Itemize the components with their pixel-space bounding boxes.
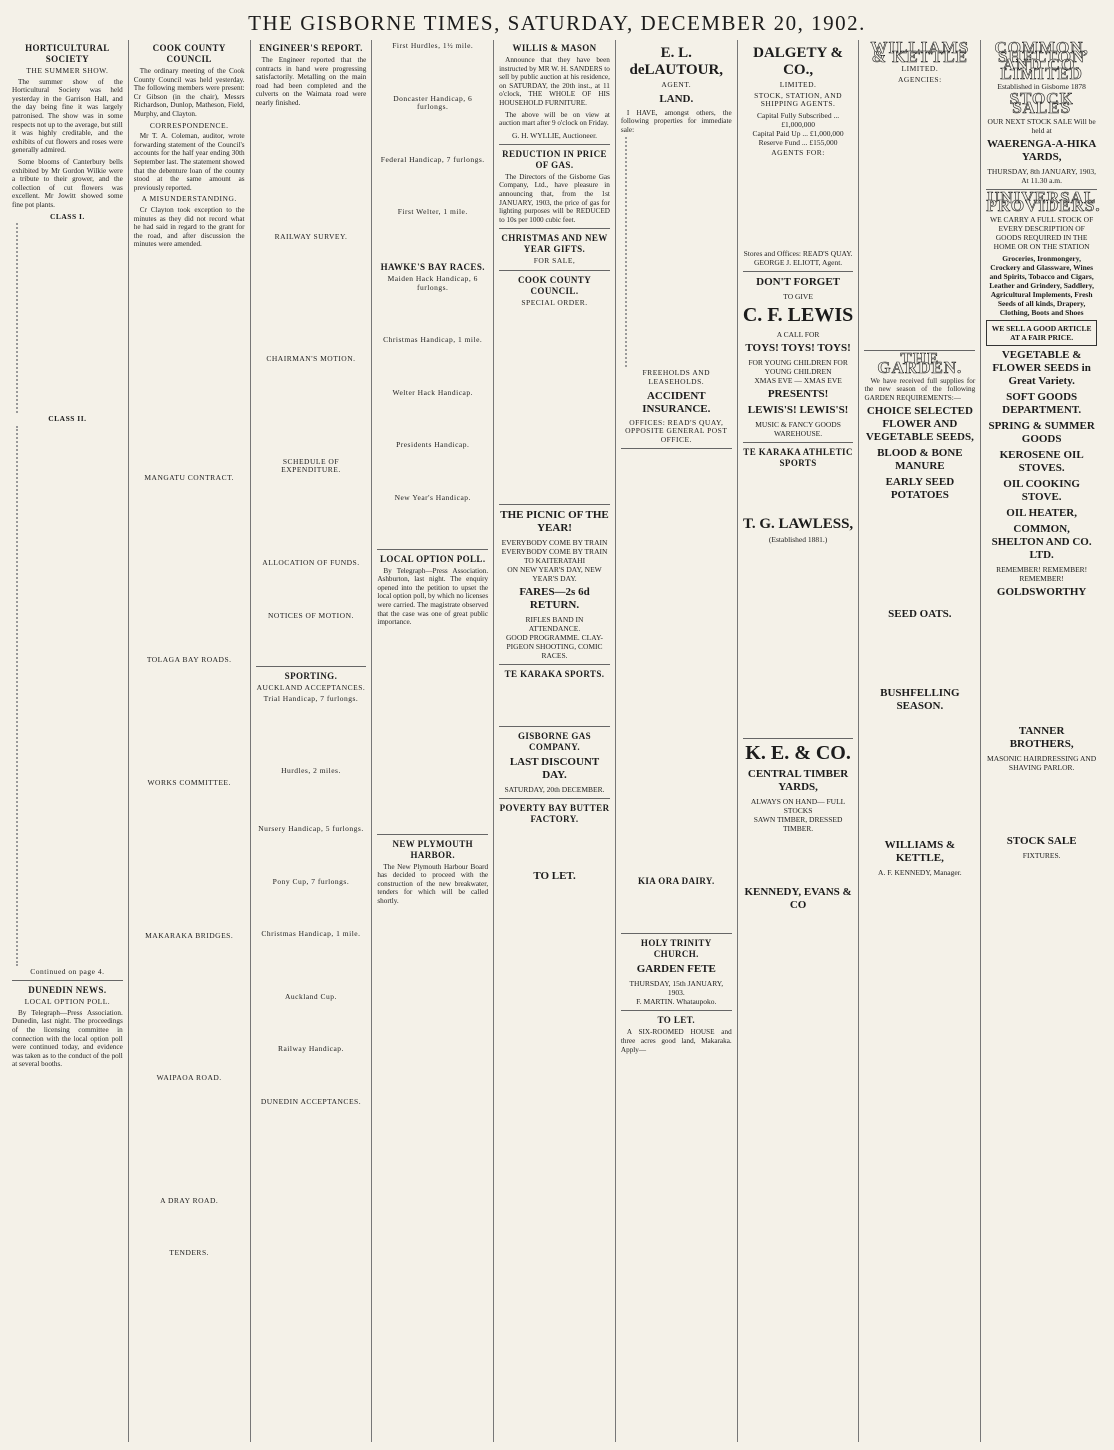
column-9: COMMON, SHELTON AND CO. LIMITED Established in Gisborne 1878 STOCK SALES OUR NEXT STOCK SALE Will be held at WAERENGA-A-HIKA YARDS, THURSDAY, 8th JANUARY, 1903, At 11.30 a.m. UNIVERSAL PROVIDERS. WE CARRY A FULL STOCK OF EVERY DESCRIPTION OF GOODS REQUIRED IN THE HOME OR ON THE STATION Groceries, Ironmongery, Crockery and Glassware, Wines and Spirits, Tobacco and Cigars, Leather and Grindery, Saddlery, Agricultural Implements, Fresh Seeds of all kinds, Drapery, Clothing, Boots and Shoes WE SELL A GOOD ARTICLE AT A FAIR PRICE. VEGETABLE & FLOWER SEEDS in Great Variety. SOFT GOODS DEPARTMENT. SPRING & SUMMER GOODS KEROSENE OIL STOVES. OIL COOKING STOVE. OIL HEATER, COMMON, SHELTON AND CO. LTD. REMEMBER! REMEMBER! REMEMBER! GOLDSWORTHY TANNER BROTHERS, MASONIC HAIRDRESSING AND SHAVING PARLOR. STOCK SALE FIXTURES.: [980, 40, 1102, 1442]
dalgety-heading: DALGETY & CO.,: [753, 45, 844, 78]
universal-providers-heading: UNIVERSAL PROVIDERS.: [986, 187, 1101, 216]
lawless-heading: T. G. LAWLESS,: [742, 516, 854, 533]
mangatu-subheading: MANGATU CONTRACT.: [144, 472, 234, 482]
dunedin-news-heading: DUNEDIN NEWS.: [28, 985, 107, 996]
works-committee-subheading: WORKS COMMITTEE.: [147, 778, 231, 788]
column-2: COOK COUNTY COUNCIL The ordinary meeting of the Cook County Council was held yesterday. The following members were present: Cr Gibson (in the chair), Messrs Richardson, Dunlop, Matheson, Field, Murphy, and Clayton. CORRESPONDENCE. Mr T. A. Coleman, auditor, wrote forwarding statement of the Council's accounts for the half year ending 30th September last. The statement showed that the debenture loan of the county stood at the same amount as previously reported. A MISUNDERSTANDING. Cr Clayton took exception to the minutes as they did not record what he had said in regard to the grant for the road, and after discussion the minutes were amended. MANGATU CONTRACT. TOLAGA BAY ROADS. WORKS COMMITTEE. MAKARAKA BRIDGES. WAIPAOA ROAD. A DRAY ROAD. TENDERS.: [128, 40, 250, 1442]
dunedin-article: By Telegraph—Press Association. Dunedin, last night. The proceedings of the licensing committee in connection with the local option poll were continued today, and evidence was taken as to the conduct of the poll at several booths.: [12, 1008, 123, 1069]
christmas-gifts-heading: CHRISTMAS AND NEW YEAR GIFTS.: [501, 233, 608, 255]
summer-show-subheading: THE SUMMER SHOW.: [26, 66, 109, 75]
tolaga-subheading: TOLAGA BAY ROADS.: [146, 655, 232, 665]
cook-county-notice-heading: COOK COUNTY COUNCIL.: [517, 274, 592, 296]
notices-subheading: NOTICES OF MOTION.: [268, 610, 354, 620]
stock-sales-heading: STOCK SALES: [1009, 89, 1074, 117]
chairmans-motion-subheading: CHAIRMAN'S MOTION.: [266, 354, 356, 364]
hawkes-bay-races-heading: HAWKE'S BAY RACES.: [380, 261, 485, 272]
dunedin-acceptances-subheading: DUNEDIN ACCEPTANCES.: [260, 1096, 362, 1106]
correspondence-subheading: CORRESPONDENCE.: [149, 120, 229, 130]
column-6: E. L. deLAUTOUR, AGENT. LAND. I HAVE, amongst others, the following properties for immediate sale: FREEHOLDS AND LEASEHOLDS. ACCIDENT INSURANCE. OFFICES: READ'S QUAY, OPPOSITE GENERAL POST OFFICE. KIA ORA DAIRY. HOLY TRINITY CHURCH. GARDEN FETE THURSDAY, 15th JANUARY, 1903. F. MARTIN. Whataupoko. TO LET. A SIX-ROOMED HOUSE and three acres good land, Makaraka. Apply—: [615, 40, 737, 1442]
garden-fete-heading: GARDEN FETE: [636, 963, 716, 976]
engineers-report-heading: ENGINEER'S REPORT.: [259, 43, 363, 53]
kia-ora-dairy-heading: KIA ORA DAIRY.: [637, 876, 715, 887]
gas-company-heading: GISBORNE GAS COMPANY.: [517, 730, 592, 752]
waipaoa-subheading: WAIPAOA ROAD.: [156, 1073, 222, 1083]
te-karaka-athletic-heading: TE KARAKA ATHLETIC SPORTS: [743, 447, 853, 469]
picnic-heading: THE PICNIC OF THE YEAR!: [500, 508, 609, 534]
dray-road-subheading: A DRAY ROAD.: [160, 1195, 219, 1205]
williams-kettle-heading: WILLIAMS & KETTLE: [870, 40, 970, 66]
ke-co-heading: K. E. & CO.: [745, 742, 851, 765]
column-8: WILLIAMS & KETTLE LIMITED. AGENCIES: THE GARDEN. We have received full supplies for the new season of the following GARDEN REQUIREMENTS:— CHOICE SELECTED FLOWER AND VEGETABLE SEEDS, BLOOD & BONE MANURE EARLY SEED POTATOES SEED OATS. BUSHFELLING SEASON. WILLIAMS & KETTLE, A. F. KENNEDY, Manager.: [858, 40, 980, 1442]
columns: [12, 40, 1102, 1442]
class-2-heading: CLASS II.: [48, 414, 87, 424]
auckland-acceptances-subheading: AUCKLAND ACCEPTANCES.: [256, 683, 366, 693]
column-4: First Hurdles, 1½ mile. Doncaster Handicap, 6 furlongs. Federal Handicap, 7 furlongs. First Welter, 1 mile. HAWKE'S BAY RACES. Maiden Hack Handicap, 6 furlongs. Christmas Handicap, 1 mile. Welter Hack Handicap. Presidents Handicap. New Year's Handicap. LOCAL OPTION POLL. By Telegraph—Press Association. Ashburton, last night. The enquiry opened into the petition to upset the local option poll, by which no licenses were carried. The magistrate observed that the case was one of great public importance. NEW PLYMOUTH HARBOR. The New Plymouth Harbour Board has decided to proceed with the construction of the new breakwater, tenders for which will be called shortly.: [371, 40, 493, 1442]
masthead: THE GISBORNE TIMES, SATURDAY, DECEMBER 20, 1902.: [248, 11, 866, 35]
cook-county-heading: COOK COUNTY COUNCIL: [152, 43, 226, 64]
horticultural-article: The summer show of the Horticultural Society was held yesterday in the Garrison Hall, and the day being fine it was largely patronised. The show was in some respects not up to the average, but still it was highly creditable, and the exhibits of cut flowers and roses were generally admired. Some blooms of Canterbury bells exhibited by Mr Gordon Wilkie were a tribute to their grower, and the collection of cut flowers was excellent. Mr Jowitt showed some fine pot plants.: [12, 77, 123, 209]
new-plymouth-harbor-heading: NEW PLYMOUTH HARBOR.: [392, 838, 474, 860]
makaraka-subheading: MAKARAKA BRIDGES.: [145, 930, 234, 940]
local-option-poll-heading: LOCAL OPTION POLL.: [380, 553, 486, 564]
railway-survey-subheading: RAILWAY SURVEY.: [274, 231, 348, 241]
local-option-subheading: LOCAL OPTION POLL.: [24, 997, 111, 1007]
willis-mason-heading: WILLIS & MASON: [512, 43, 597, 53]
class-1-heading: CLASS I.: [49, 211, 85, 221]
allocation-subheading: ALLOCATION OF FUNDS.: [262, 557, 360, 567]
dont-forget-heading: DON'T FORGET: [756, 276, 840, 289]
cf-lewis-heading: C. F. LEWIS: [742, 304, 854, 327]
gas-price-heading: REDUCTION IN PRICE OF GAS.: [502, 148, 607, 170]
common-shelton-heading: COMMON, SHELTON AND CO. LIMITED: [994, 40, 1089, 83]
to-let-heading: TO LET.: [533, 869, 576, 882]
delautour-heading: E. L. deLAUTOUR,: [629, 45, 724, 78]
column-7: DALGETY & CO., LIMITED. STOCK, STATION, AND SHIPPING AGENTS. Capital Fully Subscribed ... £1,000,000 Capital Paid Up ... £1,000,000 Reserve Fund ... £155,000 AGENTS FOR: Stores and Offices: READ'S QUAY. GEORGE J. ELIOTT, Agent. DON'T FORGET TO GIVE C. F. LEWIS A CALL FOR TOYS! TOYS! TOYS! FOR YOUNG CHILDREN FOR YOUNG CHILDREN XMAS EVE — XMAS EVE PRESENTS! LEWIS'S! LEWIS'S! MUSIC & FANCY GOODS WAREHOUSE. TE KARAKA ATHLETIC SPORTS T. G. LAWLESS, (Established 1881.) K. E. & CO. CENTRAL TIMBER YARDS, ALWAYS ON HAND— FULL STOCKS SAWN TIMBER, DRESSED TIMBER. KENNEDY, EVANS & CO: [737, 40, 859, 1442]
butter-factory-heading: POVERTY BAY BUTTER FACTORY.: [499, 802, 610, 824]
misunderstanding-subheading: A MISUNDERSTANDING.: [141, 194, 237, 204]
the-garden-heading: THE GARDEN.: [877, 349, 963, 377]
column-1: [12, 40, 128, 1442]
horticultural-heading: HORTICULTURAL SOCIETY: [25, 43, 110, 64]
te-karaka-sports-heading: TE KARAKA SPORTS.: [504, 668, 605, 679]
schedule-subheading: SCHEDULE OF EXPENDITURE.: [281, 456, 341, 475]
column-3: ENGINEER'S REPORT. The Engineer reported that the contracts in hand were progressing satisfactorily. Metalling on the main road had been completed and the culverts on the Waimata road were nearly finished. RAILWAY SURVEY. CHAIRMAN'S MOTION. SCHEDULE OF EXPENDITURE. ALLOCATION OF FUNDS. NOTICES OF MOTION. SPORTING. AUCKLAND ACCEPTANCES. Trial Handicap, 7 furlongs. Hurdles, 2 miles. Nursery Handicap, 5 furlongs. Pony Cup, 7 furlongs. Christmas Handicap, 1 mile. Auckland Cup. Railway Handicap. DUNEDIN ACCEPTANCES.: [250, 40, 372, 1442]
column-5: WILLIS & MASON Announce that they have been instructed by MR W. H. SANDERS to sell by public auction at his residence, on SATURDAY, the 20th inst., at 11 o'clock, THE WHOLE OF HIS HOUSEHOLD FURNITURE. The above will be on view at auction mart after 9 o'clock on Friday. G. H. WYLLIE, Auctioneer. REDUCTION IN PRICE OF GAS. The Directors of the Gisborne Gas Company, Ltd., have pleasure in announcing that, from the 1st JANUARY, 1903, the price of gas for lighting purposes will be REDUCED to 10s per 1000 cubic feet. CHRISTMAS AND NEW YEAR GIFTS. FOR SALE, COOK COUNTY COUNCIL. SPECIAL ORDER. THE PICNIC OF THE YEAR! EVERYBODY COME BY TRAIN EVERYBODY COME BY TRAIN TO KAITERATAHI ON NEW YEAR'S DAY, NEW YEAR'S DAY. FARES—2s 6d RETURN. RIFLES BAND IN ATTENDANCE. GOOD PROGRAMME. CLAY-PIGEON SHOOTING, COMIC RACES. TE KARAKA SPORTS. GISBORNE GAS COMPANY. LAST DISCOUNT DAY. SATURDAY, 20th DECEMBER. POVERTY BAY BUTTER FACTORY. TO LET.: [493, 40, 615, 1442]
tenders-subheading: TENDERS.: [169, 1248, 209, 1258]
continued-note: Continued on page 4.: [30, 966, 105, 976]
sporting-heading: SPORTING.: [284, 671, 338, 682]
